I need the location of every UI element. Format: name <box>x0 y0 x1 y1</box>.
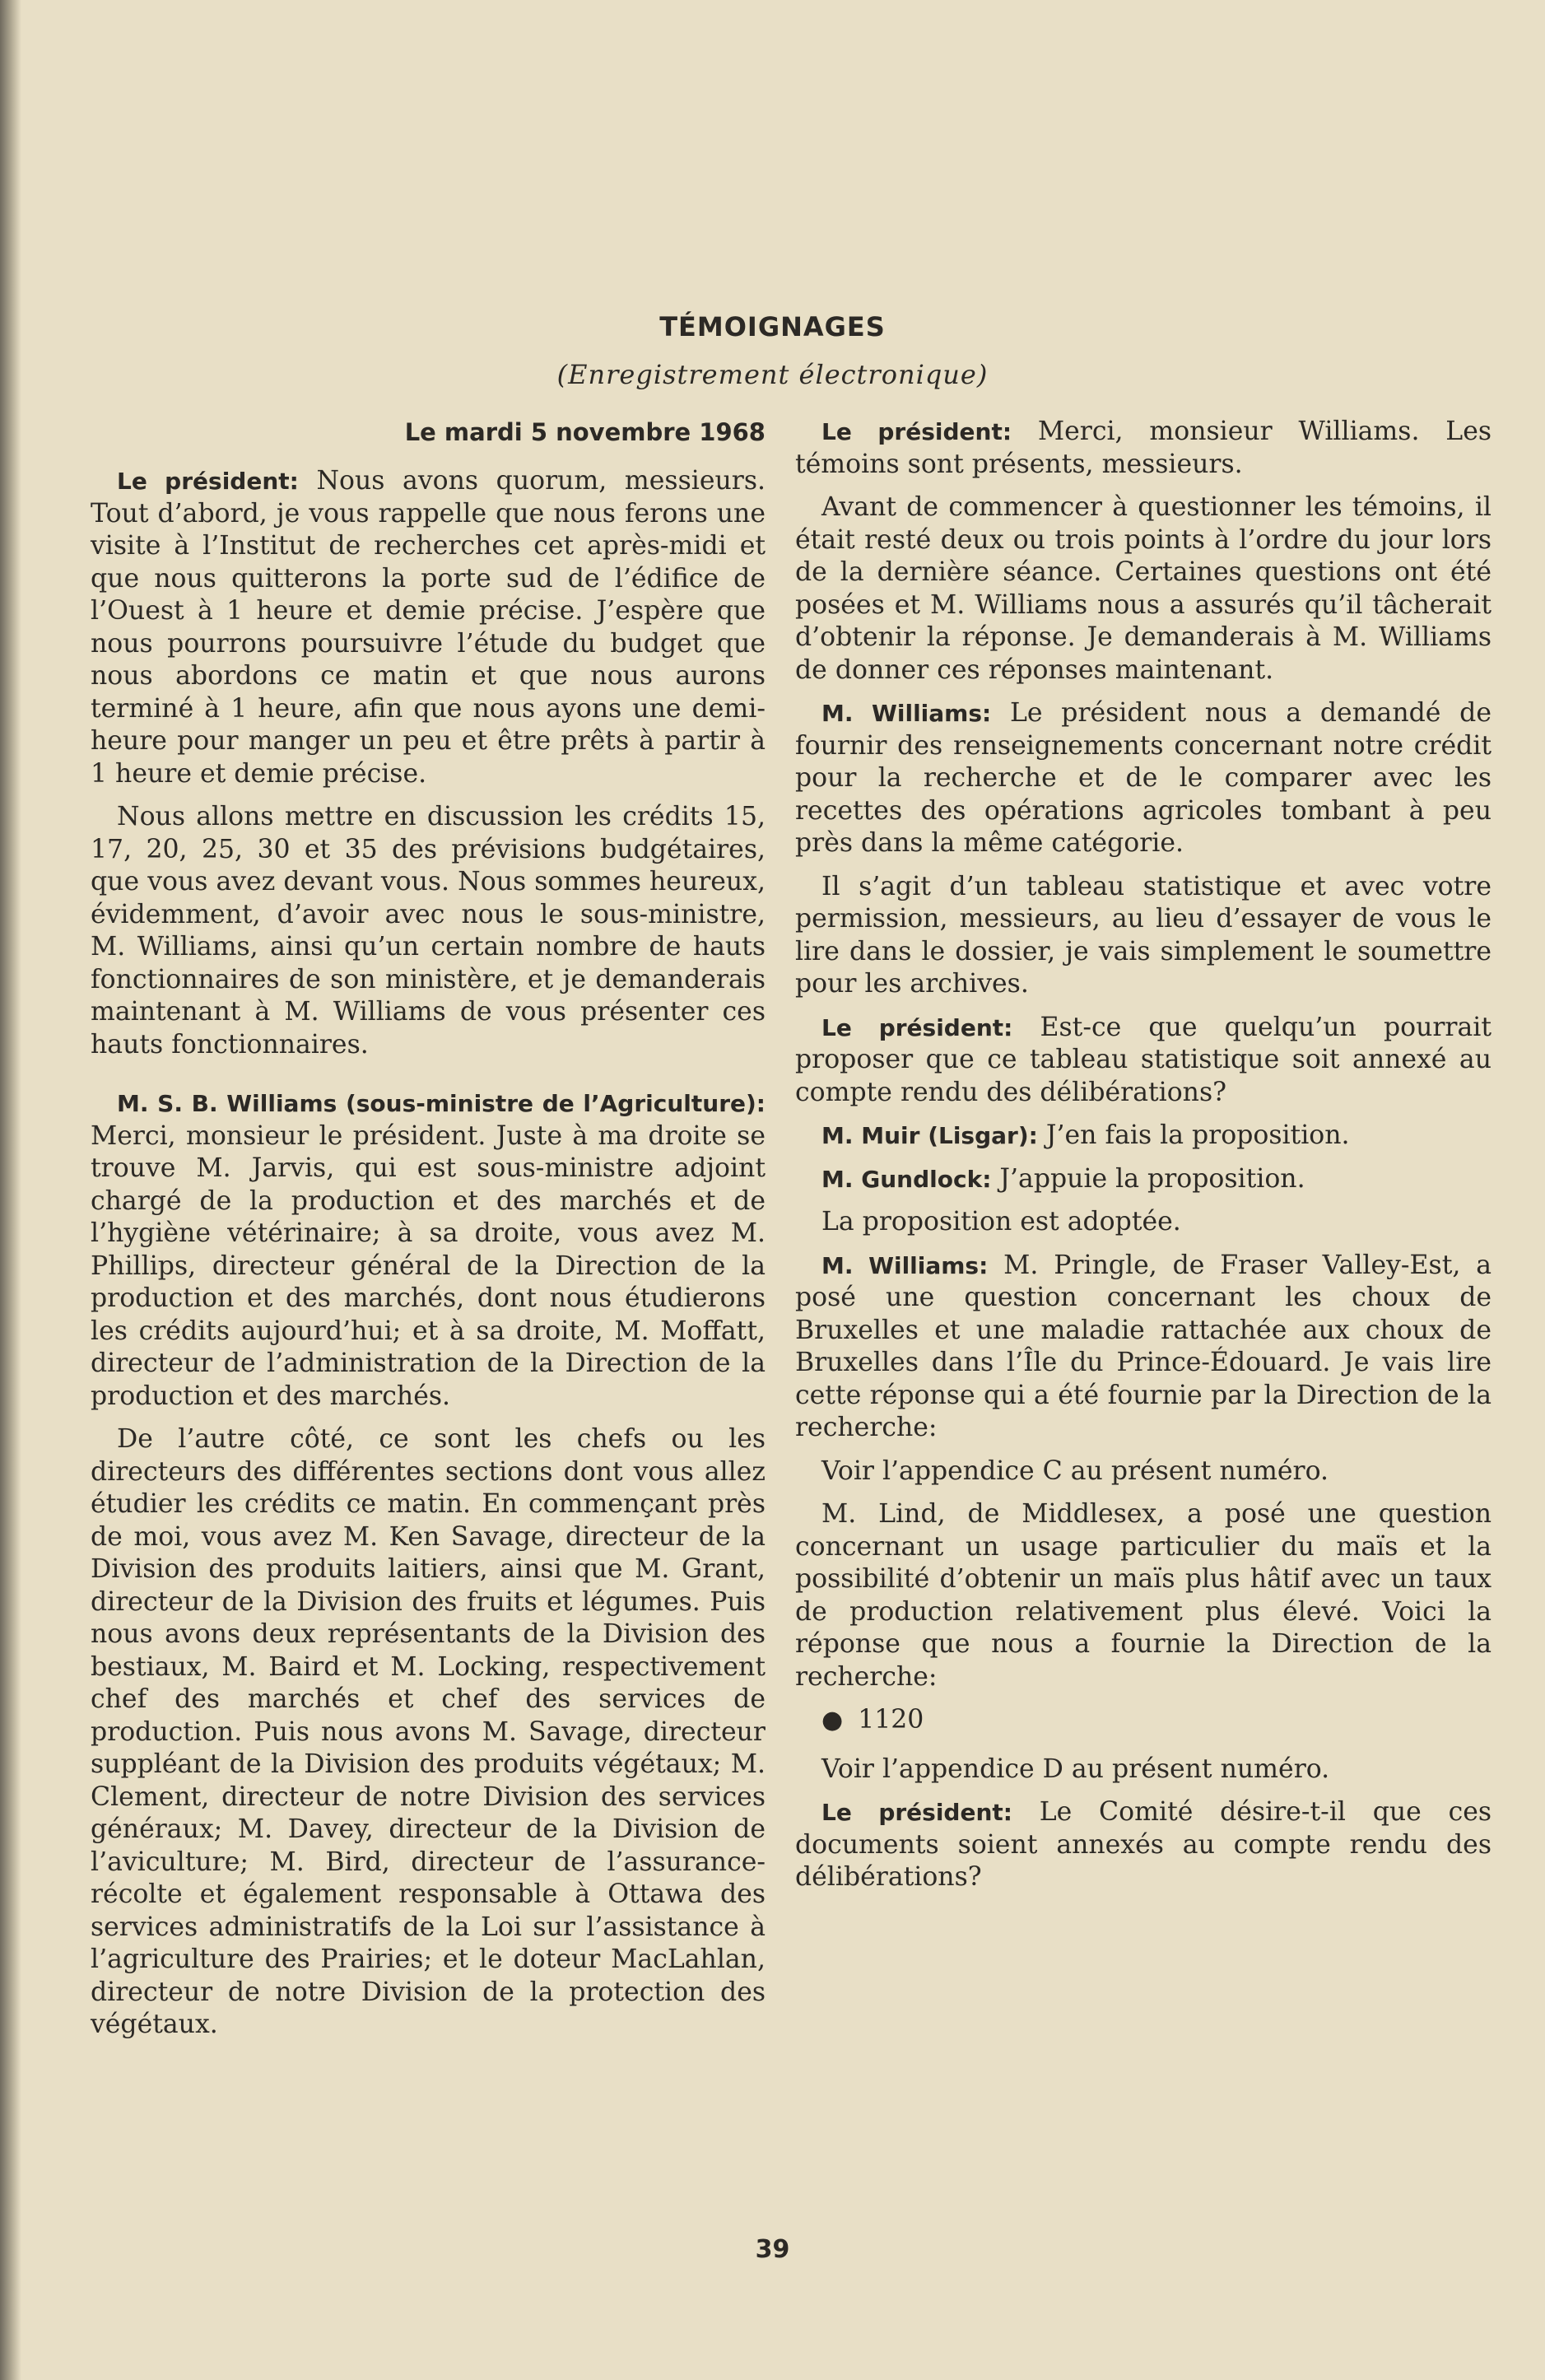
paragraph: La proposition est adoptée. <box>821 1207 1181 1237</box>
paragraph: Le président: Merci, monsieur Williams. Les témoins sont présents, messieurs. <box>795 417 1492 479</box>
page-number: 39 <box>755 2235 790 2264</box>
bullet-marker: ● 1120 <box>821 1704 1491 1737</box>
speaker-label: Le président: <box>821 1799 1012 1826</box>
paragraph: Voir l’appendice D au présent numéro. <box>821 1754 1330 1784</box>
paragraph: Voir l’appendice C au présent numéro. <box>821 1455 1329 1486</box>
speaker-label: M. Muir (Lisgar): <box>821 1122 1038 1149</box>
paragraph: M. Williams: M. Pringle, de Fraser Valley-Est, a posé une question concernant les choux de Bruxelles et une maladie rattachée aux choux de Bruxelles dans l’Île du Prince-Édouard. Je vais lire cette réponse qui a été fournie par la Direction de la recherche: <box>795 1250 1492 1442</box>
paragraph: M. Gundlock: J’appuie la proposition. <box>821 1163 1305 1194</box>
paragraph: M. Lind, de Middlesex, a posé une question concernant un usage particulier du maïs et la possibilité d’obtenir un maïs plus hâtif avec un taux de production relativement plus élevé. Voici la réponse que nous a fournie la Direction de la recherche: <box>795 1499 1491 1692</box>
paragraph: M. S. B. Williams (sous-ministre de l’Agriculture): Merci, monsieur le président. Juste à ma droite se trouve M. Jarvis, qui est sous-ministre adjoint chargé de la production et des marchés et de l’hygiène vétérinaire; à sa droite, vous avez M. Phillips, directeur général de la Direction de la production et des marchés, dont nous étudierons les crédits aujourd’hui; et à sa droite, M. Moffatt, directeur de l’administration de la Direction de la production et des marchés. <box>91 1090 766 1411</box>
speaker-label: M. Williams: <box>821 1251 989 1279</box>
speaker-label: Le président: <box>821 1013 1013 1041</box>
speaker-label: Le président: <box>117 468 299 495</box>
paragraph: Il s’agit d’un tableau statistique et avec votre permission, messieurs, au lieu d’essayer de vous le lire dans le dossier, je vais simplement le soumettre pour les archives. <box>795 871 1491 999</box>
section-subtitle: (Enregistrement électronique) <box>556 359 989 390</box>
session-date: Le mardi 5 novembre 1968 <box>404 418 766 446</box>
paragraph: Le président: Le Comité désire-t-il que ces documents soient annexés au compte rendu des délibérations? <box>795 1797 1492 1892</box>
paragraph: Nous allons mettre en discussion les crédits 15, 17, 20, 25, 30 et 35 des prévisions budgétaires, que vous avez devant vous. Nous sommes heureux, évidemment, d’avoir avec nous le sous-ministre, M. Williams, ainsi qu’un certain nombre de hauts fonctionnaires de son ministère, et je demanderais maintenant à M. Williams de vous présenter ces hauts fonctionnaires. <box>91 802 766 1060</box>
paragraph: Le président: Est-ce que quelqu’un pourrait proposer que ce tableau statistique soit annexé au compte rendu des délibérations? <box>795 1012 1491 1107</box>
paragraph: Avant de commencer à questionner les témoins, il était resté deux ou trois points à l’ordre du jour lors de la dernière séance. Certaines questions ont été posées et M. Williams nous a assurés qu’il tâcherait d’obtenir la réponse. Je demanderais à M. Williams de donner ces réponses maintenant. <box>795 492 1491 685</box>
left-column <box>91 416 766 2052</box>
bullet-dot-icon: ● <box>821 1706 844 1735</box>
speaker-label: M. Gundlock: <box>821 1165 992 1193</box>
paragraph: M. Muir (Lisgar): J’en fais la proposition. <box>821 1120 1350 1150</box>
section-title: TÉMOIGNAGES <box>659 311 886 342</box>
paragraph: Le président: Nous avons quorum, messieurs. Tout d’abord, je vous rappelle que nous ferons une visite à l’Institut de recherches cet après-midi et que nous quitterons la porte sud de l’édifice de l’Ouest à 1 heure et demie précise. J’espère que nous pourrons poursuivre l’étude du budget que nous abordons ce matin et que nous aurons terminé à 1 heure, afin que nous ayons une demi-heure pour manger un peu et être prêts à partir à 1 heure et demie précise. <box>91 466 766 789</box>
speaker-label: M. S. B. Williams (sous-ministre de l’Agriculture): <box>117 1090 766 1117</box>
paragraph: De l’autre côté, ce sont les chefs ou les directeurs des différentes sections dont vous allez étudier les crédits ce matin. En commençant près de moi, vous avez M. Ken Savage, directeur de la Division des produits laitiers, ainsi que M. Grant, directeur de la Division des fruits et légumes. Puis nous avons deux représentants de la Division des bestiaux, M. Baird et M. Locking, respectivement chef des marchés et chef des services de production. Puis nous avons M. Savage, directeur suppléant de la Division des produits végétaux; M. Clement, directeur de notre Division des services généraux; M. Davey, directeur de la Division de l’aviculture; M. Bird, directeur de l’assurance-récolte et également responsable à Ottawa des services administratifs de la Loi sur l’assistance à l’agriculture des Prairies; et le doteur MacLahlan, directeur de notre Division de la protection des végétaux. <box>91 1424 766 2039</box>
speaker-label: M. Williams: <box>821 700 992 727</box>
paragraph: M. Williams: Le président nous a demandé de fournir des renseignements concernant notre crédit pour la recherche et de le comparer avec les recettes des opérations agricoles tombant à peu près dans la même catégorie. <box>795 698 1491 858</box>
speaker-label: Le président: <box>821 418 1012 445</box>
right-column <box>795 416 1491 1905</box>
